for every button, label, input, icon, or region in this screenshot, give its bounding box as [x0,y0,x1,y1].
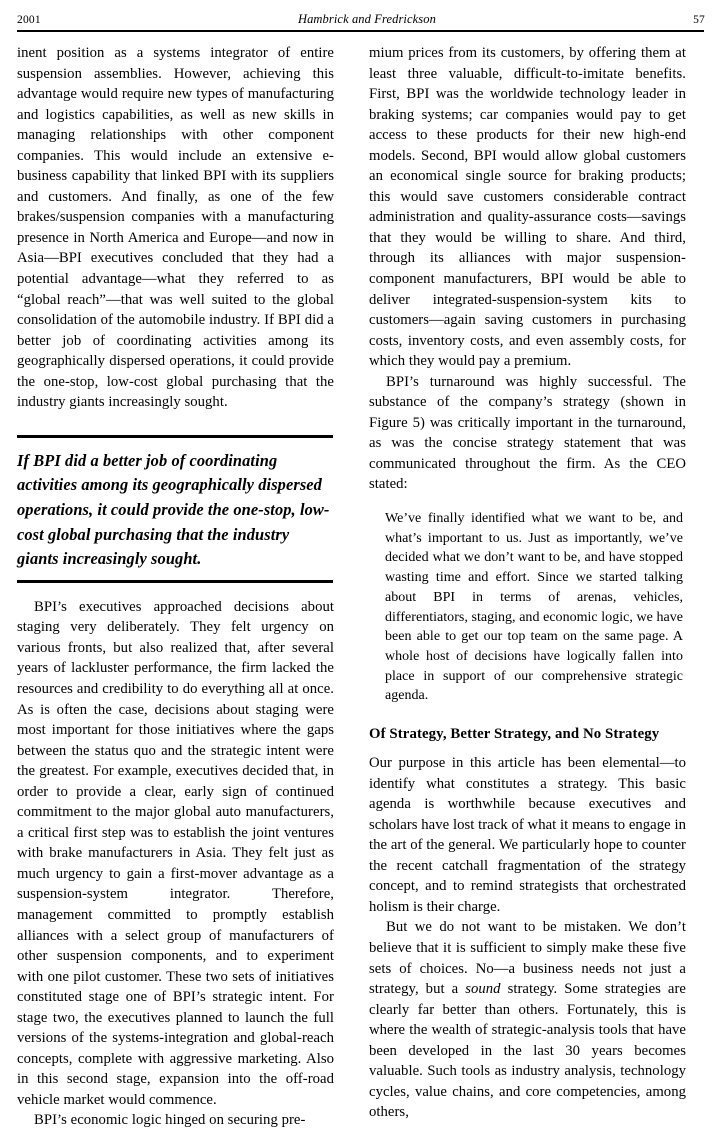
two-column-body [17,43,705,1129]
spacer [369,495,686,509]
spacer [369,706,686,725]
running-head-year: 2001 [17,14,41,26]
right-paragraph-2: BPI’s turnaround was highly successful. The substance of the company’s strategy (shown in Figure 5) was critically important in the turnaround, as was the concise strategy statement that was communicated throughout the firm. As the CEO stated: [369,373,686,493]
spacer [17,572,334,580]
right-paragraph-4-tail: strategy. Some strategies are clearly far better than others. Fortunately, this is where the wealth of strategic-analysis tools that have been developed in the last 30 years becomes valuable. Such tools as industry analysis, technology cycles, value chains, and core competencies, among others, [369,981,686,1121]
running-head-title: Hambrick and Fredrickson [297,12,436,26]
section-heading: Of Strategy, Better Strategy, and No Strategy [369,726,660,743]
right-column [369,43,686,1121]
left-paragraph-3: BPI’s economic logic hinged on securing pre- [34,1112,306,1129]
left-paragraph-1: inent position as a systems integrator of entire suspension assemblies. However, achieving this advantage would require new types of manufacturing and logistics capabilities, as well as new skills in managing relationships with other component companies. This would include an extensive e-business capability that linked BPI with its suppliers and customers. And finally, as one of the few brakes/suspension companies with a manufacturing presence in North America and Europe—and now in Asia—BPI executives concluded that they had a potential advantage—what they referred to as “global reach”—that was well suited to the global consolidation of the automobile industry. If BPI did a better job of coordinating activities among its geographically dispersed operations, it could provide the one-stop, low-cost global purchasing that the industry giants increasingly sought. [17,45,334,411]
right-paragraph-4 [369,917,686,1122]
spacer [369,744,686,753]
spacer [17,413,334,435]
right-paragraph-3: Our purpose in this article has been elemental—to identify what constitutes a strategy. This basic agenda is worthwhile because executives and scholars have lost track of what it means to engage in the art of the general. We particularly hope to counter the recent catchall fragmentation of the strategy concept, and to remind strategists that orchestrated holism is their charge. [369,755,686,915]
pull-quote-text: If BPI did a better job of coordinating activities among its geographically dispersed operations, it could provide the one-stop, low-cost global purchasing that the industry giants increasingly sought. [17,450,330,569]
spacer [17,438,334,449]
ceo-block-quote: We’ve finally identified what we want to be, and what’s important to us. Just as importantly, we’ve decided what we don’t want to be, and have stopped wasting time and effort. Since we started talking about BPI in terms of arenas, vehicles, differentiators, staging, and economic logic, we have been able to get our top team on the same page. A whole host of decisions have logically fallen into place in support of our comprehensive strategic agenda. [385,511,683,704]
left-column [17,43,334,1129]
spacer [17,583,334,597]
page-number: 57 [693,14,705,26]
running-head [17,12,705,32]
right-paragraph-4-lead: But we do not want to be mistaken. We don’t believe that it is sufficient to simply make these five sets of choices. No—a business needs not just a strategy, but a [369,919,686,998]
right-paragraph-1: mium prices from its customers, by offering them at least three valuable, difficult-to-imitate benefits. First, BPI was the worldwide technology leader in braking systems; car companies would pay to get access to these products for their new high-end models. Second, BPI would allow global customers an economical single source for braking products; this would save customers considerable contract administration and quality-assurance costs—savings that they would be willing to share. And third, through its alliances with major suspension-component manufacturers, BPI would be able to deliver integrated-suspension-system kits to customers—again saving customers in purchasing costs, inventory costs, and even assembly costs, for which they would pay a premium. [369,45,686,370]
emphasis-sound: sound [465,981,501,998]
left-paragraph-2: BPI’s executives approached decisions about staging very deliberately. They felt urgency on various fronts, but also realized that, after several years of lackluster performance, the firm lacked the resources and credibility to do everything all at once. As is often the case, decisions about staging were most important for those initiatives where the gaps between the status quo and the strategic intent were the greatest. For example, executives decided that, in order to provide a clear, early sign of continued commitment to the major global auto manufacturers, a critical first step was to establish the joint ventures with brake manufacturers in Asia. They felt just as much urgency to gain a first-mover advantage as a suspension-system integrator. Therefore, management committed to promptly establish alliances with a select group of manufacturers of other suspension components, and to experiment with one pilot customer. These two sets of initiatives constituted stage one of BPI’s strategic intent. For stage two, the executives planned to launch the full versions of the systems-integration and global-reach concepts, complete with aggressive marketing. Also in this second stage, expansion into the off-road vehicle market would commence. [17,598,334,1108]
header-rule [17,30,704,32]
pull-quote [17,435,334,583]
